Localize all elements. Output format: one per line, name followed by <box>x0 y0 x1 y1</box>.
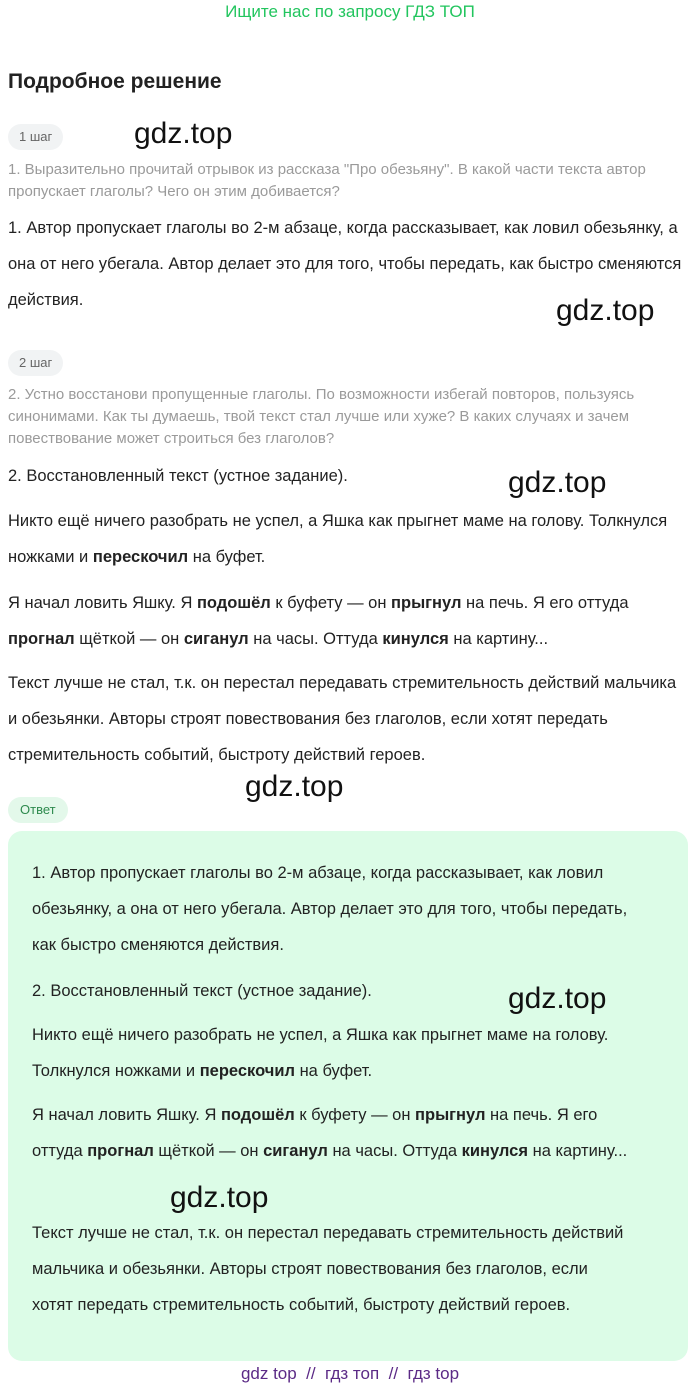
step-2-heading: 2. Восстановленный текст (устное задание). <box>8 467 348 485</box>
answer-paragraph-4: Текст лучше не стал, т.к. он перестал передавать стремительность действий мальчика и обезьянки. Авторы строят повествования без глаголов, если хотят передать стремительность событий, быстроту действий героев. <box>32 1224 624 1314</box>
watermark: gdz.top <box>508 466 607 499</box>
answer-paragraph-2: Никто ещё ничего разобрать не успел, а Яшка как прыгнет маме на голову. Толкнулся ножками и перескочил на буфет. <box>32 1026 609 1080</box>
step-2-paragraph-2: Я начал ловить Яшку. Я подошёл к буфету — он прыгнул на печь. Я его оттуда прогнал щёткой — он сиганул на часы. Оттуда кинулся на картину... <box>8 594 629 648</box>
answer-paragraph-3: Я начал ловить Яшку. Я подошёл к буфету — он прыгнул на печь. Я его оттуда прогнал щёткой — он сиганул на часы. Оттуда кинулся на картину... <box>32 1106 628 1160</box>
step-2-badge: 2 шаг <box>8 350 63 376</box>
step-2-paragraph-3: Текст лучше не стал, т.к. он перестал передавать стремительность действий мальчика и обезьянки. Авторы строят повествования без глаголов, если хотят передать стремительность событий, быстроту действий героев. <box>8 674 677 764</box>
step-2-paragraph-1: Никто ещё ничего разобрать не успел, а Яшка как прыгнет маме на голову. Толкнулся ножками и перескочил на буфет. <box>8 512 668 566</box>
watermark: gdz.top <box>245 770 344 803</box>
step-1-badge: 1 шаг <box>8 124 63 150</box>
step-1-question: 1. Выразительно прочитай отрывок из рассказа "Про обезьяну". В какой части текста автор пропускает глаголы? Чего он этим добивается? <box>8 161 646 200</box>
answer-badge: Ответ <box>8 797 68 823</box>
step-2-question: 2. Устно восстанови пропущенные глаголы. По возможности избегай повторов, пользуясь синонимами. Как ты думаешь, твой текст стал лучше или хуже? В каких случаях и зачем повествование может строиться без глаголов? <box>8 386 635 447</box>
watermark: gdz.top <box>508 982 607 1015</box>
page-title: Подробное решение <box>8 70 222 93</box>
watermark: gdz.top <box>556 294 655 327</box>
answer-paragraph-1: 1. Автор пропускает глаголы во 2-м абзаце, когда рассказывает, как ловил обезьянку, а она от него убегала. Автор делает это для того, чтобы передать, как быстро сменяются действия. <box>32 864 628 954</box>
answer-heading: 2. Восстановленный текст (устное задание). <box>32 982 372 1000</box>
answer-box <box>8 831 688 1361</box>
watermark: gdz.top <box>134 117 233 150</box>
search-banner: Ищите нас по запросу ГДЗ ТОП <box>225 2 475 21</box>
footer-links: gdz top // гдз топ // гдз top <box>240 1364 460 1383</box>
watermark: gdz.top <box>170 1181 269 1214</box>
step-1-solution: 1. Автор пропускает глаголы во 2-м абзаце, когда рассказывает, как ловил обезьянку, а она от него убегала. Автор делает это для того, чтобы передать, как быстро сменяются действия. <box>8 219 682 309</box>
